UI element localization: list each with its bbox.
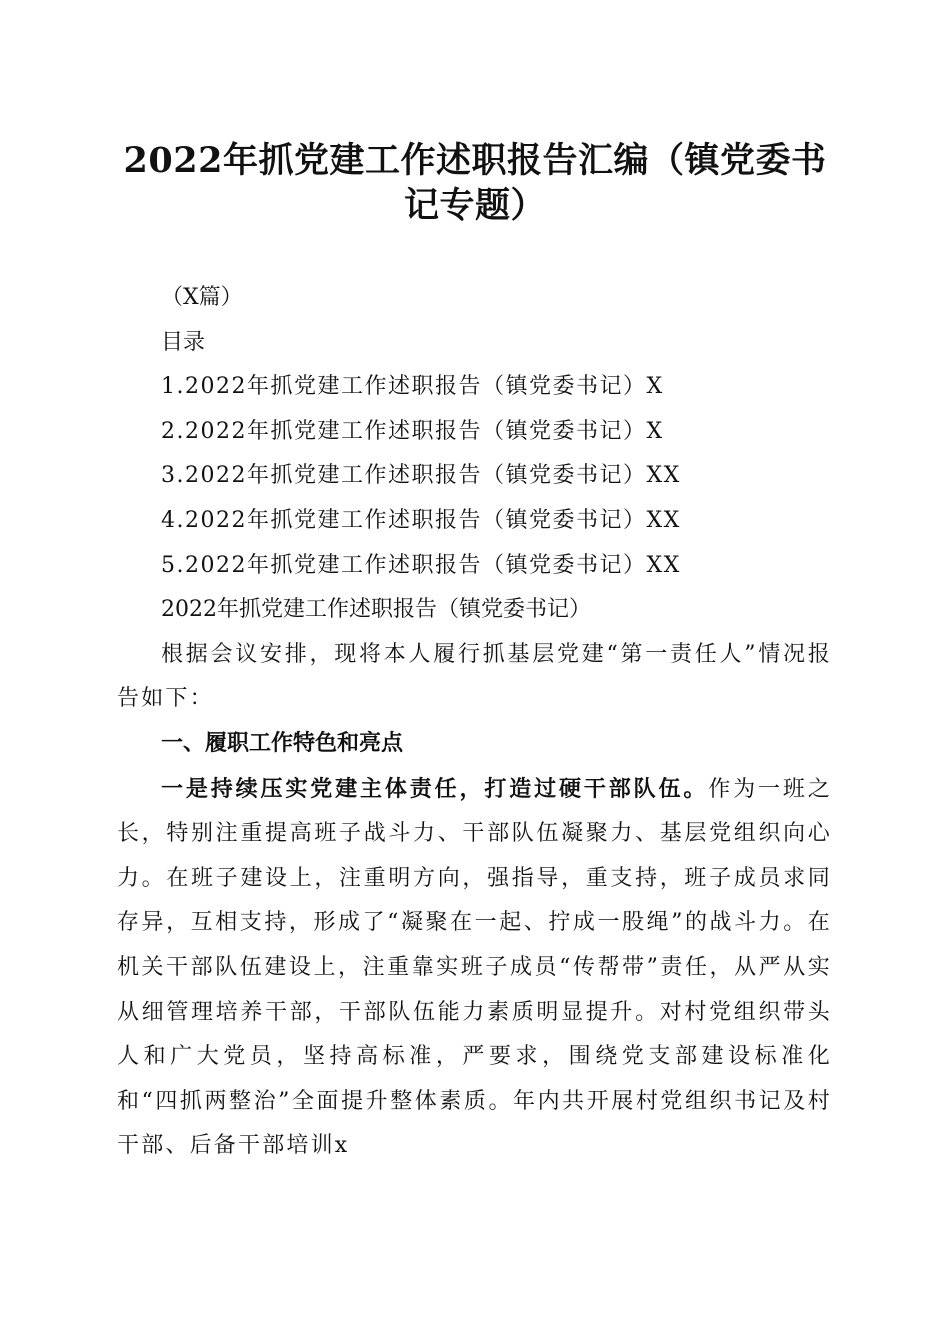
toc-heading: 目录	[161, 329, 206, 355]
toc-item[interactable]: 3.2022年抓党建工作述职报告（镇党委书记）XX	[161, 463, 681, 489]
document-title: 2022年抓党建工作述职报告汇编（镇党委书记专题）	[123, 140, 827, 226]
toc-item[interactable]: 4.2022年抓党建工作述职报告（镇党委书记）XX	[161, 507, 681, 533]
paragraph-lead: 一是持续压实党建主体责任，打造过硬干部队伍。	[161, 775, 709, 802]
paragraph-text: 作为一班之长，特别注重提高班子战斗力、干部队伍凝聚力、基层党组织向心力。在班子建设上，注重明方向，强指导，重支持，班子成员求同存异，互相支持，形成了“凝聚在一起、拧成一股绳”的战斗力。在机关干部队伍建设上，注重靠实班子成员“传帮带”责任，从严从实从细管理培养干部，干部队伍能力素质明显提升。对村党组织带头人和广大党员，坚持高标准，严要求，围绕党支部建设标准化和“四抓两整治”全面提升整体素质。年内共开展村党组织书记及村干部、后备干部培训x	[117, 776, 832, 1159]
article-count: （X篇）	[161, 285, 243, 310]
section-heading: 一、履职工作特色和亮点	[161, 730, 404, 756]
toc-item[interactable]: 2.2022年抓党建工作述职报告（镇党委书记）X	[161, 418, 664, 444]
toc-item[interactable]: 5.2022年抓党建工作述职报告（镇党委书记）XX	[161, 552, 681, 578]
document-body	[117, 276, 832, 1169]
intro-paragraph: 根据会议安排，现将本人履行抓基层党建“第一责任人”情况报告如下：	[117, 641, 832, 712]
table-of-contents	[117, 365, 832, 588]
toc-item[interactable]: 1.2022年抓党建工作述职报告（镇党委书记）X	[161, 374, 664, 400]
article-title: 2022年抓党建工作述职报告（镇党委书记）	[161, 597, 591, 623]
body-paragraph	[117, 767, 832, 1169]
